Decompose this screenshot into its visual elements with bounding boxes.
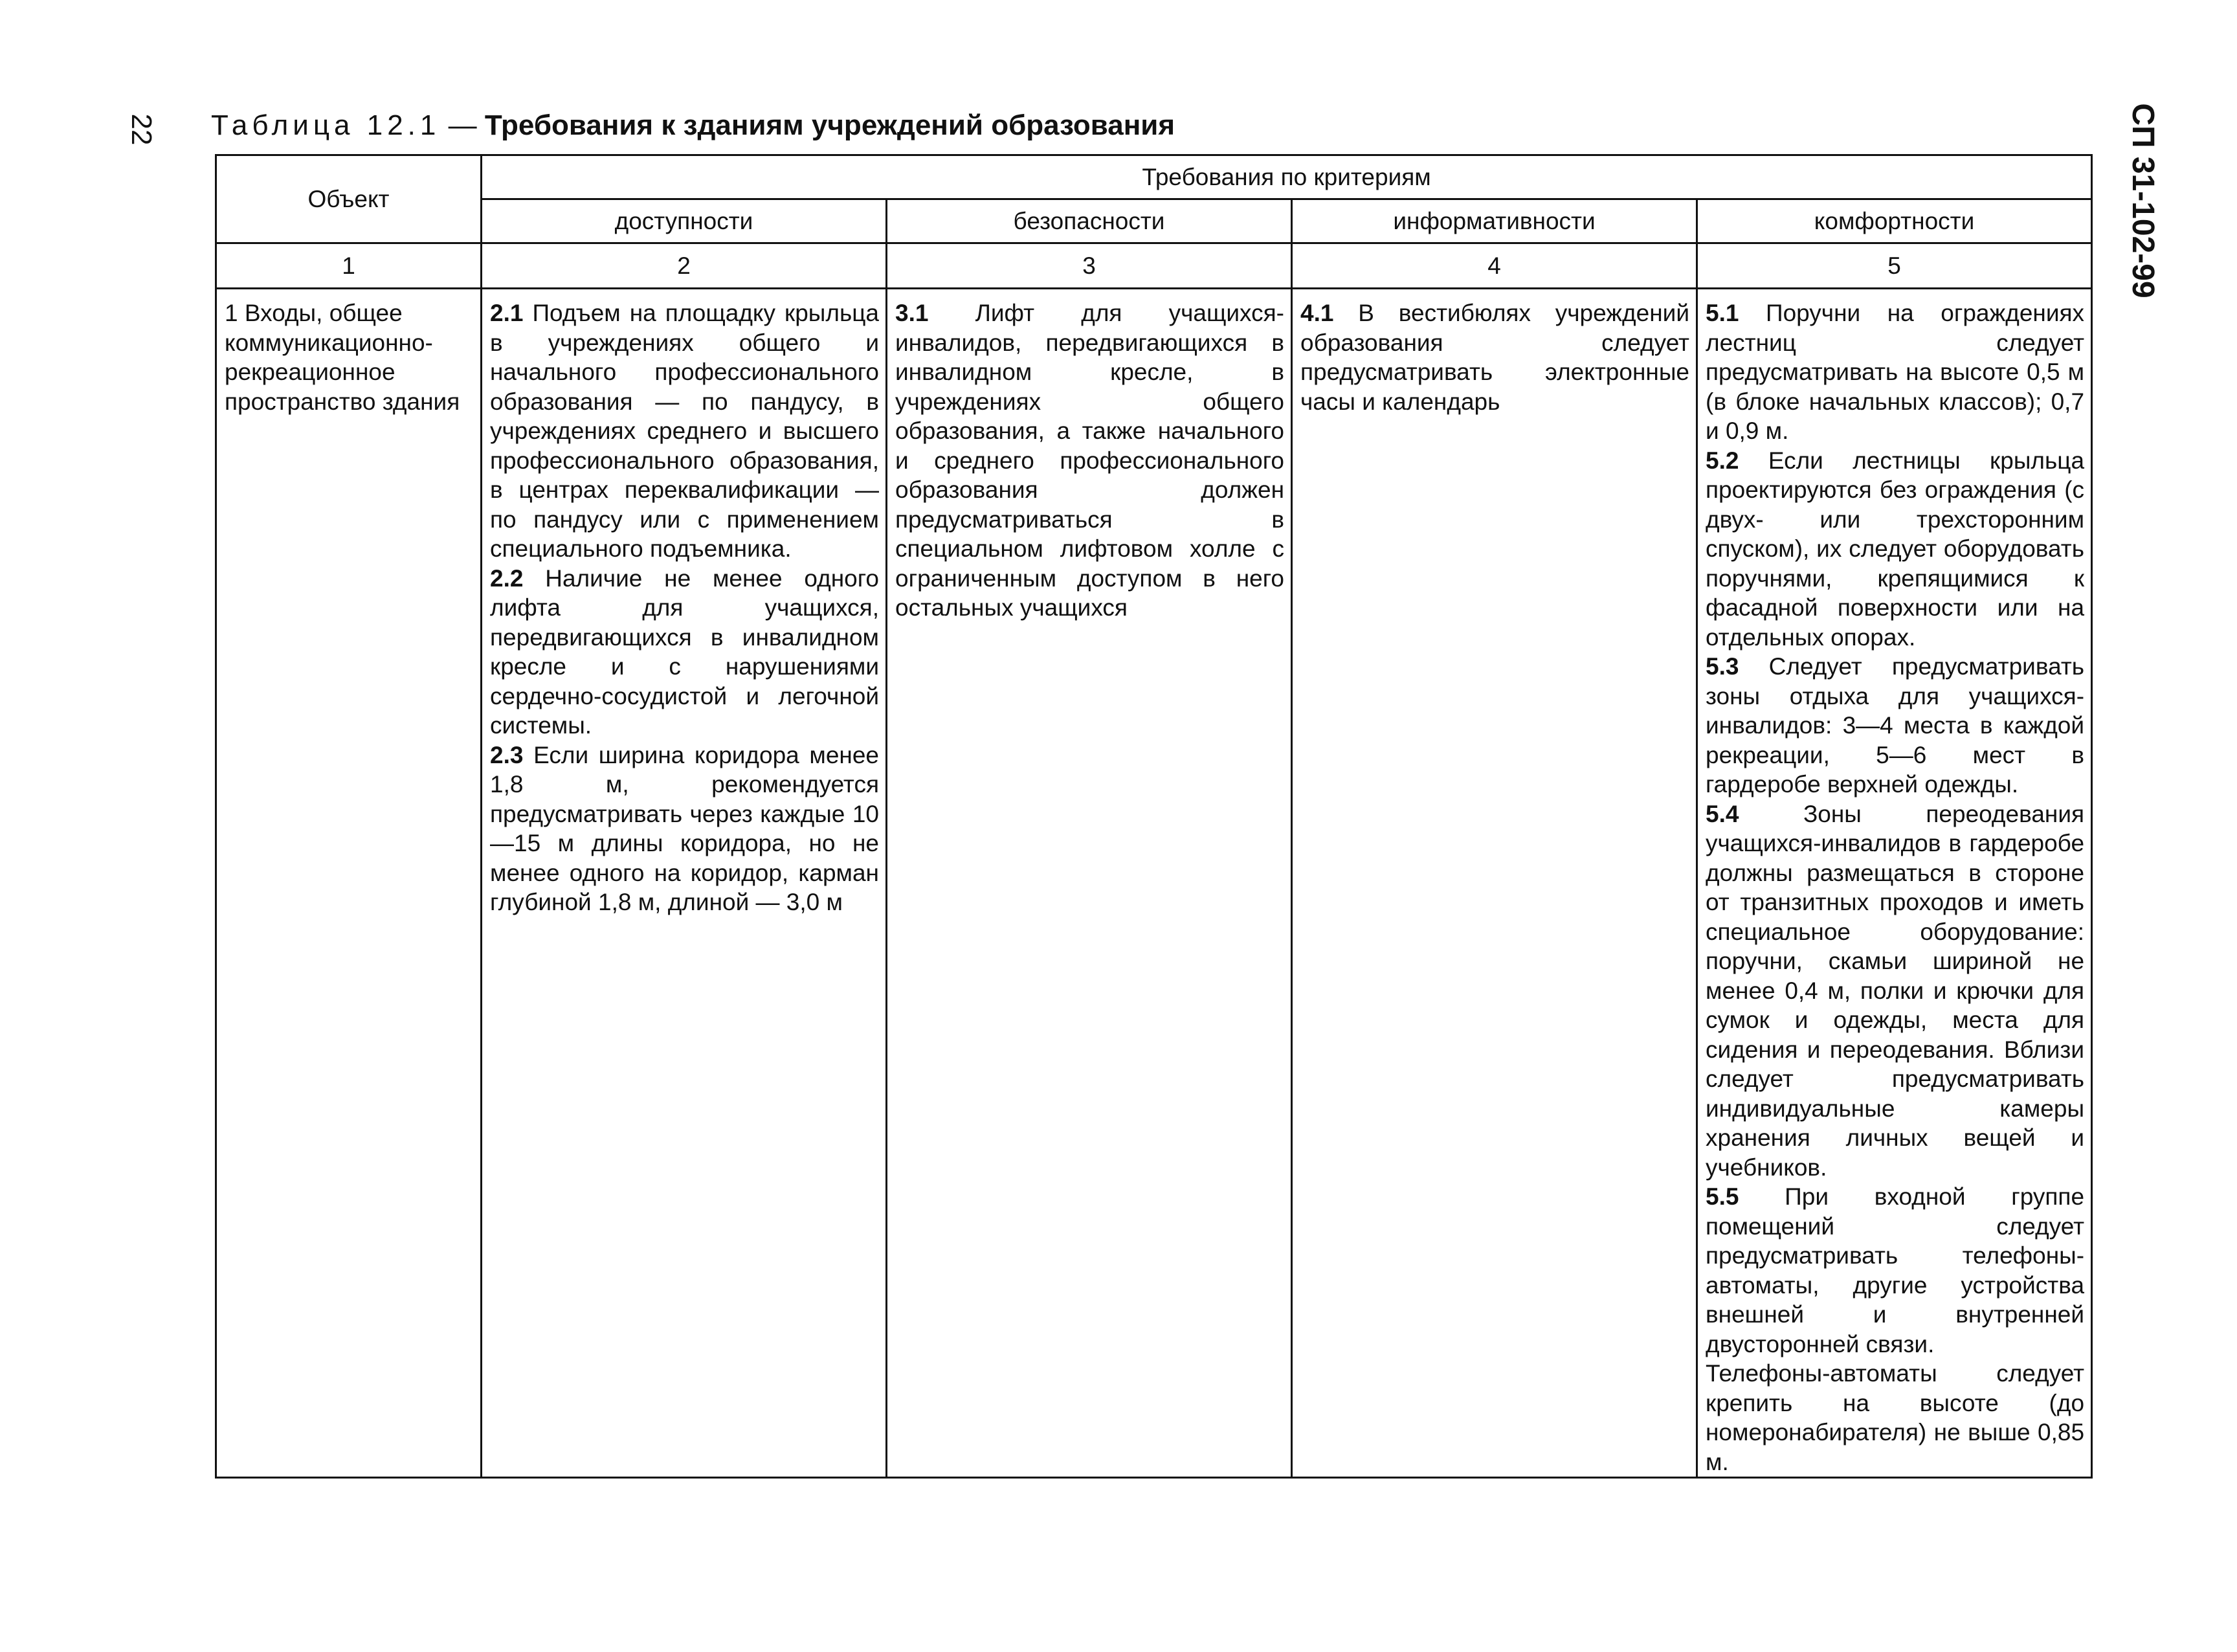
header-criteria-group: Требования по критериям [482, 155, 2092, 199]
requirement-number: 5.1 [1706, 300, 1739, 326]
requirement-entry [1706, 446, 2084, 653]
requirement-number: 2.3 [490, 741, 524, 768]
requirement-number: 2.2 [490, 564, 524, 592]
comfort-cell [1697, 289, 2092, 1478]
requirement-text: Зоны переодевания учащихся-инвалидов в гардеробе должны размещаться в стороне от транзитных проходов и иметь специальное оборудование: поручни, скамьи шириной не менее 0,4 м, полки и крючки для сумок и одежды, места для сидения и переодевания. Вблизи следует предусматривать индивидуальные камеры хранения личных вещей и учебников. [1706, 800, 2085, 1181]
safety-cell [887, 289, 1292, 1478]
requirements-table [215, 154, 2093, 1479]
requirement-text: Следует предусматривать зоны отдыха для учащихся-инвалидов: 3—4 места в каждой рекреации, 5—6 мест в гардеробе верхней одежды. [1706, 653, 2085, 798]
requirement-text: Поручни на ограждениях лестниц следует предусматривать на высоте 0,5 м (в блоке начальных классов); 0,7 и 0,9 м. [1706, 300, 2085, 444]
header-comfort: комфортности [1697, 199, 2092, 243]
column-number: 4 [1292, 243, 1697, 289]
header-accessibility: доступности [482, 199, 887, 243]
document-code: СП 31-102-99 [2126, 103, 2160, 298]
requirement-number: 4.1 [1300, 300, 1334, 326]
requirement-text: Если ширина коридора менее 1,8 м, рекомендуется предусматривать через каждые 10—15 м длины коридора, но не менее одного на коридор, карман глубиной 1,8 м, длиной — 3,0 м [490, 741, 880, 915]
table-title [211, 109, 1175, 142]
object-cell: 1 Входы, общее коммуникационно-рекреационное пространство здания [216, 289, 482, 1478]
requirement-entry [1706, 799, 2084, 1183]
requirement-entry [1300, 298, 1689, 416]
requirement-number: 5.3 [1706, 653, 1739, 680]
requirement-text: Подъем на площадку крыльца в учреждениях общего и начального профессионального образования — по пандусу, в учреждениях среднего и высшего профессионального образования, в центрах переквалификации — по пандусу или с применением специального подъемника. [490, 300, 880, 562]
table-row [216, 289, 2092, 1478]
header-safety: безопасности [887, 199, 1292, 243]
requirement-entry [490, 298, 879, 564]
requirement-number: 3.1 [895, 300, 929, 326]
requirement-text: При входной группе помещений следует предусматривать телефоны-автоматы, другие устройства внешней и внутренней двусторонней связи. [1706, 1183, 2085, 1357]
informativeness-cell [1292, 289, 1697, 1478]
requirement-entry [490, 564, 879, 741]
requirement-text: Наличие не менее одного лифта для учащихся, передвигающихся в инвалидном кресле и с нарушениями сердечно-сосудистой и легочной системы. [490, 564, 879, 739]
requirement-number: 2.1 [490, 300, 524, 326]
requirement-entry [1706, 1182, 2084, 1359]
requirement-entry [1706, 1359, 2084, 1477]
accessibility-cell [482, 289, 887, 1478]
table-title-prefix: Таблица 12.1 [211, 109, 441, 141]
header-object: Объект [216, 155, 482, 243]
page-number: 22 [126, 113, 157, 146]
column-number: 3 [887, 243, 1292, 289]
requirement-entry [1706, 298, 2084, 446]
requirement-entry [490, 741, 879, 917]
requirement-number: 5.4 [1706, 800, 1739, 827]
table-title-text: Требования к зданиям учреждений образования [484, 109, 1175, 141]
requirement-number: 5.2 [1706, 447, 1739, 474]
column-number: 1 [216, 243, 482, 289]
requirement-number: 5.5 [1706, 1183, 1739, 1210]
requirement-text: Телефоны-автоматы следует крепить на высоте (до номеронабирателя) не выше 0,85 м. [1706, 1360, 2085, 1475]
column-number: 2 [482, 243, 887, 289]
requirement-entry [1706, 652, 2084, 799]
requirement-text: В вестибюлях учреждений образования следует предусматривать электронные часы и календарь [1300, 300, 1689, 415]
requirement-entry [895, 298, 1284, 623]
column-number: 5 [1697, 243, 2092, 289]
header-informativeness: информативности [1292, 199, 1697, 243]
requirement-text: Лифт для учащихся-инвалидов, передвигающихся в инвалидном кресле, в учреждениях общего образования, а также начального и среднего профессионального образования должен предусматриваться в специальном лифтовом холле с ограниченным доступом в него остальных учащихся [895, 300, 1284, 621]
requirement-text: Если лестницы крыльца проектируются без ограждения (с двух- или трехсторонним спуском), их следует оборудовать поручнями, крепящимися к фасадной поверхности или на отдельных опорах. [1706, 447, 2085, 651]
table-title-separator: — [440, 109, 485, 141]
